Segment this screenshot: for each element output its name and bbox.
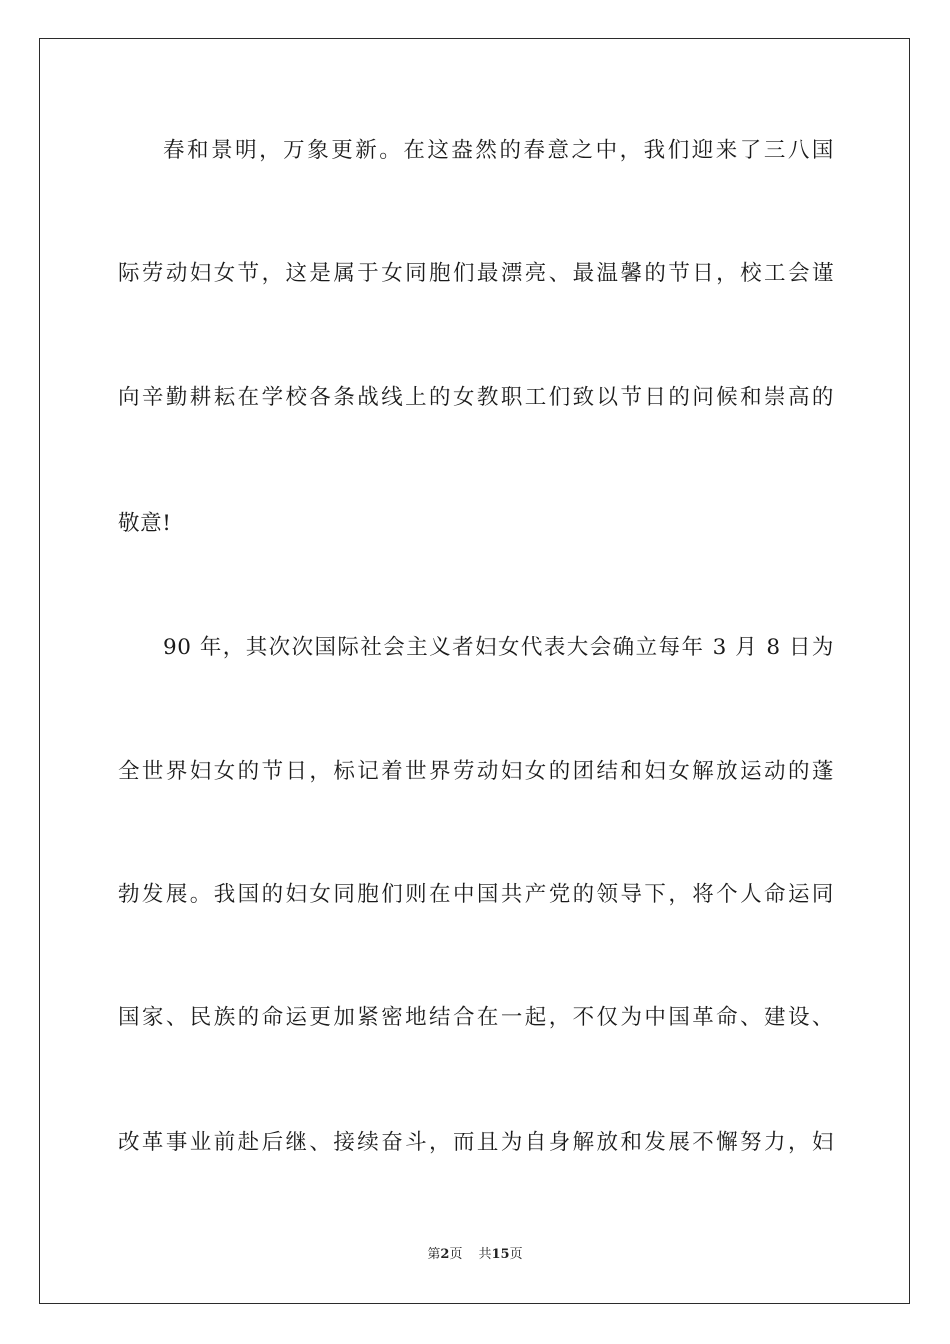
paragraph-2-line-4: 国家、民族的命运更加紧密地结合在一起，不仅为中国革命、建设、 [118,1005,834,1030]
paragraph-2-line-3: 勃发展。我国的妇女同胞们则在中国共产党的领导下，将个人命运同 [118,882,834,907]
paragraph-1-line-2: 际劳动妇女节，这是属于女同胞们最漂亮、最温馨的节日，校工会谨 [118,261,834,286]
page-number: 2 [440,1247,450,1262]
page-footer [0,1246,950,1264]
paragraph-2-line-1: 90 年，其次次国际社会主义者妇女代表大会确立每年 3 月 8 日为 [163,635,834,660]
paragraph-1-line-4: 敬意! [118,511,172,536]
page-suffix: 页 [449,1247,463,1262]
paragraph-1-line-3: 向辛勤耕耘在学校各条战线上的女教职工们致以节日的问候和崇高的 [118,385,834,410]
total-prefix: 共 [478,1247,492,1262]
paragraph-2-line-2: 全世界妇女的节日，标记着世界劳动妇女的团结和妇女解放运动的蓬 [118,759,834,784]
paragraph-1-line-1: 春和景明，万象更新。在这盎然的春意之中，我们迎来了三八国 [163,138,834,163]
page-border [39,38,910,1304]
total-suffix: 页 [509,1247,523,1262]
paragraph-2-line-5: 改革事业前赴后继、接续奋斗，而且为自身解放和发展不懈努力，妇 [118,1130,834,1155]
total-pages: 15 [491,1247,510,1262]
page-prefix: 第 [427,1247,441,1262]
